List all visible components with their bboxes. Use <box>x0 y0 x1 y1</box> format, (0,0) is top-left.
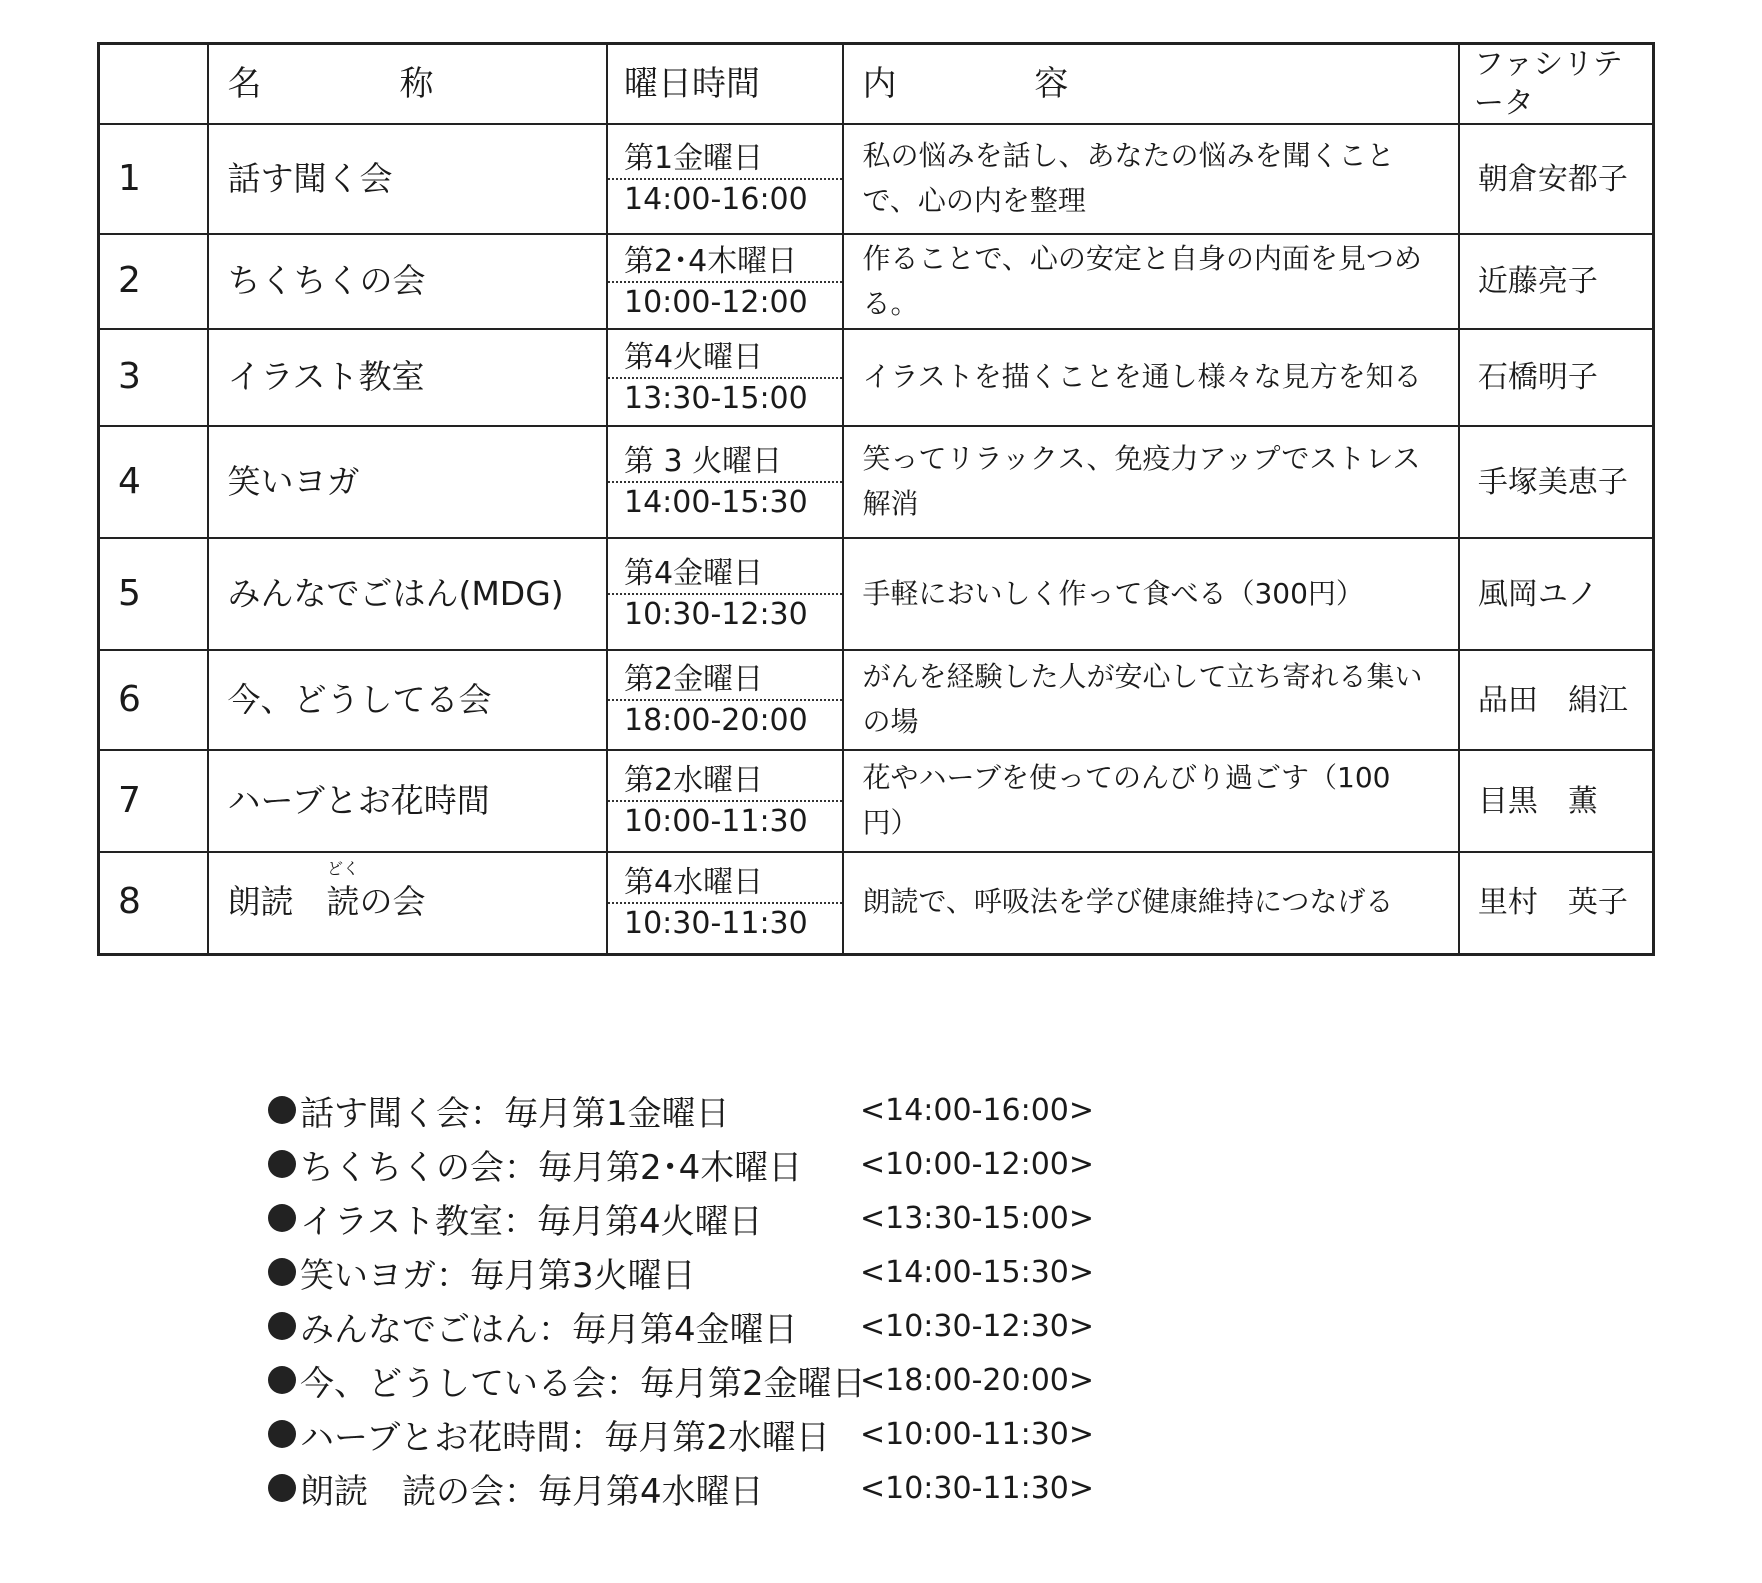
summary-time: <10:00-11:30> <box>860 1416 1095 1452</box>
header-content-label: 内 容 <box>862 63 1121 104</box>
list-item <box>268 1245 1268 1299</box>
table-row <box>99 538 1654 650</box>
row-facilitator: 近藤亮子 <box>1459 234 1654 329</box>
row-hours: 14:00-16:00 <box>624 182 808 217</box>
row-hours: 18:00-20:00 <box>624 703 808 738</box>
row-name: みんなでごはん(MDG) <box>208 538 607 650</box>
row-name: 今、どうしてる会 <box>208 650 607 750</box>
summary-text: 朗読 読の会：毎月第4水曜日 <box>300 1471 764 1512</box>
row-facilitator: 手塚美恵子 <box>1459 426 1654 538</box>
summary-text: 笑いヨガ：毎月第3火曜日 <box>300 1255 696 1296</box>
row-no: 4 <box>99 426 209 538</box>
row-hours: 14:00-15:30 <box>624 485 808 520</box>
row-no: 7 <box>99 750 209 852</box>
summary-list <box>268 1083 1268 1515</box>
header-content <box>843 44 1458 125</box>
header-time: 曜日時間 <box>607 44 843 125</box>
row-content: 朗読で、呼吸法を学び健康維持につなげる <box>843 852 1458 954</box>
row-time <box>607 750 843 852</box>
list-item <box>268 1407 1268 1461</box>
summary-time: <14:00-16:00> <box>860 1092 1095 1128</box>
row-time <box>607 234 843 329</box>
row-no: 6 <box>99 650 209 750</box>
bullet-icon <box>268 1096 296 1124</box>
bullet-icon <box>268 1366 296 1394</box>
table-row <box>99 426 1654 538</box>
summary-time: <10:00-12:00> <box>860 1146 1095 1182</box>
summary-text: ハーブとお花時間：毎月第2水曜日 <box>300 1417 830 1458</box>
row-day: 第2･4木曜日 <box>608 242 842 283</box>
summary-time: <10:30-12:30> <box>860 1308 1095 1344</box>
row-no: 1 <box>99 124 209 234</box>
row-facilitator: 朝倉安都子 <box>1459 124 1654 234</box>
row-time <box>607 650 843 750</box>
row-time <box>607 329 843 426</box>
list-item <box>268 1461 1268 1515</box>
table-row <box>99 329 1654 426</box>
row-no: 8 <box>99 852 209 954</box>
table-body <box>99 124 1654 954</box>
row-time <box>607 538 843 650</box>
row-day: 第1金曜日 <box>608 139 842 180</box>
row-day: 第 3 火曜日 <box>608 442 842 483</box>
row-hours: 10:30-11:30 <box>624 905 808 941</box>
bullet-icon <box>268 1150 296 1178</box>
row-content: イラストを描くことを通し様々な見方を知る <box>843 329 1458 426</box>
row-name: 笑いヨガ <box>208 426 607 538</box>
list-item <box>268 1299 1268 1353</box>
row-name: イラスト教室 <box>208 329 607 426</box>
row-day: 第2金曜日 <box>608 660 842 701</box>
list-item <box>268 1191 1268 1245</box>
table-row <box>99 650 1654 750</box>
row-name: ちくちくの会 <box>208 234 607 329</box>
header-name-label: 名 称 <box>227 63 486 104</box>
row-facilitator: 風岡ユノ <box>1459 538 1654 650</box>
row-hours: 13:30-15:00 <box>624 380 808 416</box>
summary-time: <13:30-15:00> <box>860 1200 1095 1236</box>
table-header <box>99 44 1654 125</box>
bullet-icon <box>268 1420 296 1448</box>
row-day: 第4火曜日 <box>608 338 842 379</box>
row-day: 第4水曜日 <box>608 863 842 904</box>
header-no <box>99 44 209 125</box>
list-item <box>268 1353 1268 1407</box>
row-time <box>607 426 843 538</box>
row-content: 私の悩みを話し、あなたの悩みを聞くことで、心の内を整理 <box>843 124 1458 234</box>
schedule-table <box>97 42 1655 956</box>
table-row <box>99 124 1654 234</box>
summary-text: みんなでごはん：毎月第4金曜日 <box>300 1309 798 1350</box>
row-time <box>607 852 843 954</box>
header-name <box>208 44 607 125</box>
row-hours: 10:30-12:30 <box>624 597 808 632</box>
bullet-icon <box>268 1312 296 1340</box>
table-row <box>99 234 1654 329</box>
summary-text: 話す聞く会：毎月第1金曜日 <box>300 1093 730 1134</box>
summary-text: 今、どうしている会：毎月第2金曜日 <box>300 1363 866 1404</box>
header-facilitator: ファシリテータ <box>1459 44 1654 125</box>
row-name: 話す聞く会 <box>208 124 607 234</box>
row-facilitator: 里村 英子 <box>1459 852 1654 954</box>
list-item <box>268 1137 1268 1191</box>
row-day: 第4金曜日 <box>608 554 842 595</box>
row-hours: 10:00-12:00 <box>624 284 808 320</box>
row-content: 笑ってリラックス、免疫力アップでストレス解消 <box>843 426 1458 538</box>
summary-text: ちくちくの会：毎月第2･4木曜日 <box>300 1147 803 1188</box>
row-name: ハーブとお花時間 <box>208 750 607 852</box>
ruby-reading: どく <box>326 859 359 879</box>
row-content: 花やハーブを使ってのんびり過ごす（100 円） <box>843 750 1458 852</box>
row-facilitator: 石橋明子 <box>1459 329 1654 426</box>
row-facilitator: 目黒 薫 <box>1459 750 1654 852</box>
row-facilitator: 品田 絹江 <box>1459 650 1654 750</box>
table-row <box>99 852 1654 954</box>
row-no: 5 <box>99 538 209 650</box>
row-day: 第2水曜日 <box>608 761 842 802</box>
row-no: 2 <box>99 234 209 329</box>
row-hours: 10:00-11:30 <box>624 804 808 839</box>
bullet-icon <box>268 1258 296 1286</box>
row-content: 手軽においしく作って食べる（300円） <box>843 538 1458 650</box>
list-item <box>268 1083 1268 1137</box>
header-row <box>99 44 1654 125</box>
row-time <box>607 124 843 234</box>
summary-text: イラスト教室：毎月第4火曜日 <box>300 1201 763 1242</box>
summary-time: <18:00-20:00> <box>860 1362 1095 1398</box>
summary-time: <10:30-11:30> <box>860 1470 1095 1506</box>
row-content: がんを経験した人が安心して立ち寄れる集いの場 <box>843 650 1458 750</box>
summary-time: <14:00-15:30> <box>860 1254 1095 1290</box>
bullet-icon <box>268 1204 296 1232</box>
row-no: 3 <box>99 329 209 426</box>
ruby-base: どく 読 <box>326 859 360 922</box>
bullet-icon <box>268 1474 296 1502</box>
table-row <box>99 750 1654 852</box>
row-name: 朗読 どく 読の会 <box>208 852 607 954</box>
row-content: 作ることで、心の安定と自身の内面を見つめる。 <box>843 234 1458 329</box>
